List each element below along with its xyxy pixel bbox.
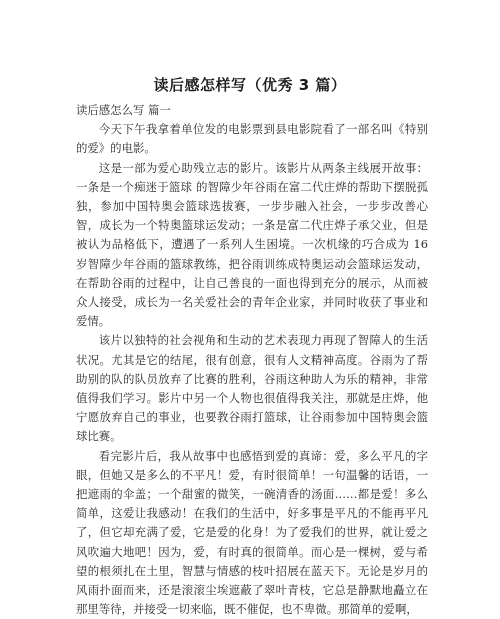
paragraph: 该片以独特的社会视角和生动的艺术表现力再现了智障人的生活状况。尤其是它的结尾，很有创意，很有人文精神高度。谷雨为了帮助别的队的队员放弃了比赛的胜利，谷雨这种助人为乐的精神，非常值得我们学习。影片中另一个人物也很值得我关注，那就是庄烨，他宁愿放弃自己的事业，也要教谷雨打篮球，让谷雨参加中国特奥会篮球比赛。 bbox=[76, 333, 428, 444]
paragraph: 今天下午我拿着单位发的电影票到县电影院看了一部名叫《特别的爱》的电影。 bbox=[76, 122, 428, 156]
paragraph: 这是一部为爱心助残立志的影片。该影片从两条主线展开故事：一条是一个痴迷于篮球 的智障少年谷雨在富二代庄烨的帮助下摆脱孤独，参加中国特奥会篮球选拔赛，一步步融入社会，一步步改善心智，成长为一个特奥篮球运发动；一条是富二代庄烨子承父业，但是被认为品格低下，遭遇了一系列人生困境。一次机缘的巧合成为 16 岁智障少年谷雨的篮球教练，把谷雨训练成特奥运动会篮球运发动，在帮助谷雨的过程中，让自己善良的一面也得到充分的展示，从而被众人接受，成长为一名关爱社会的青年企业家，并同时收获了事业和爱情。 bbox=[76, 160, 428, 329]
document-body bbox=[76, 101, 428, 619]
paragraph: 看完影片后，我从故事中也感悟到爱的真谛：爱，多么平凡的字眼，但她又是多么的不平凡！爱，有时很简单！一句温馨的话语，一把遮雨的伞盖；一个甜蜜的微笑，一碗清香的汤面……都是爱！多么简单，这爱让我感动！在我们的生活中，好多事是平凡的不能再平凡了，但它却充满了爱，它是爱的化身！为了爱我们的世界，就让爱之风吹遍大地吧！因为，爱，有时真的很简单。而心是一棵树，爱与希望的根须扎在土里，智慧与情感的枝叶招展在蓝天下。无论是岁月的风雨扑面而来，还是滚滚尘埃遮蔽了翠叶青枝，它总是静默地矗立在那里等待，并接受一切来临，既不催促，也不卑微。那简单的爱啊， bbox=[76, 448, 428, 617]
document-title: 读后感怎样写（优秀 3 篇） bbox=[153, 76, 347, 94]
section-subtitle: 读后感怎么写 篇一 bbox=[76, 103, 171, 117]
